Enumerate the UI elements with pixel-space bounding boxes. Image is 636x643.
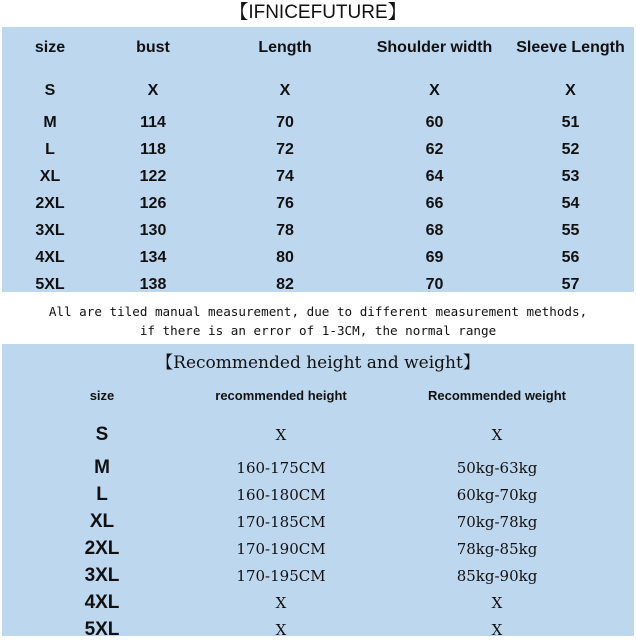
rec-header-size: size xyxy=(89,387,115,403)
rec-cell-size: L xyxy=(96,483,108,505)
cell-bust: 118 xyxy=(140,140,166,158)
rec-cell-height: X xyxy=(275,620,287,639)
cell-size: 4XL xyxy=(35,248,65,266)
table-row xyxy=(2,589,634,616)
rec-cell-weight: 85kg-90kg xyxy=(456,566,538,585)
cell-bust: 130 xyxy=(139,221,167,239)
header-shoulder-width: Shoulder width xyxy=(376,39,493,56)
cell-bust: 126 xyxy=(139,194,167,212)
rec-cell-height: 160-175CM xyxy=(236,458,326,477)
rec-cell-height: 160-180CM xyxy=(236,485,326,504)
cell-bust: 138 xyxy=(139,275,167,293)
cell-bust: 114 xyxy=(140,113,166,131)
cell-length: 76 xyxy=(276,194,294,212)
cell-shoulder-width: 62 xyxy=(425,140,444,158)
cell-length: 74 xyxy=(276,167,294,185)
rec-header-row xyxy=(2,380,634,410)
table-row xyxy=(2,410,634,454)
rec-cell-weight: 50kg-63kg xyxy=(456,458,538,477)
cell-length: 72 xyxy=(276,140,294,158)
cell-bust: 134 xyxy=(139,248,167,266)
cell-size: L xyxy=(45,140,55,158)
table-row xyxy=(2,616,634,643)
table-row xyxy=(2,217,634,244)
note-line-2: if there is an error of 1-3CM, the normal range xyxy=(139,323,497,338)
rec-cell-height: 170-195CM xyxy=(236,566,326,585)
rec-cell-weight: X xyxy=(491,593,503,612)
table-row xyxy=(2,481,634,508)
rec-cell-size: 2XL xyxy=(84,537,120,559)
header-size: size xyxy=(34,39,66,56)
rec-cell-size: XL xyxy=(89,510,115,532)
rec-cell-weight: 78kg-85kg xyxy=(456,539,538,558)
rec-cell-height: 170-185CM xyxy=(236,512,326,531)
rec-cell-weight: 60kg-70kg xyxy=(456,485,538,504)
cell-sleeve-length: 54 xyxy=(561,194,580,212)
rec-cell-size: 3XL xyxy=(84,564,120,586)
table-row xyxy=(2,244,634,271)
rec-cell-height: X xyxy=(275,426,287,444)
recommendation-title: 【Recommended height and weight】 xyxy=(156,353,480,373)
cell-size: 2XL xyxy=(35,194,65,212)
cell-sleeve-length: 57 xyxy=(561,275,580,293)
size-measurement-table xyxy=(2,27,634,298)
cell-length: 80 xyxy=(276,248,294,266)
cell-sleeve-length: 53 xyxy=(561,167,580,185)
table-row xyxy=(2,163,634,190)
rec-cell-height: 170-190CM xyxy=(236,539,326,558)
cell-shoulder-width: 60 xyxy=(425,113,444,131)
brand-title: 【IFNICEFUTURE】 xyxy=(0,0,636,26)
rec-cell-size: 5XL xyxy=(84,618,120,640)
cell-length: 78 xyxy=(276,221,294,239)
note-line-1: All are tiled manual measurement, due to different measurement methods, xyxy=(48,304,588,319)
cell-size: 5XL xyxy=(35,275,65,293)
cell-shoulder-width: X xyxy=(429,82,440,99)
rec-cell-size: M xyxy=(94,456,110,478)
cell-bust: X xyxy=(147,82,159,99)
header-length: Length xyxy=(258,39,312,56)
table-row xyxy=(2,190,634,217)
rec-cell-weight: X xyxy=(491,426,503,444)
cell-shoulder-width: 69 xyxy=(425,248,444,266)
rec-cell-weight: 70kg-78kg xyxy=(456,512,538,531)
cell-size: S xyxy=(44,82,56,99)
cell-size: M xyxy=(43,113,57,131)
cell-sleeve-length: X xyxy=(565,82,576,99)
table-row xyxy=(2,109,634,136)
size-table-header-row xyxy=(2,27,634,69)
header-sleeve-length: Sleeve Length xyxy=(516,39,625,56)
table-row xyxy=(2,454,634,481)
rec-cell-weight: X xyxy=(491,620,503,639)
rec-cell-height: X xyxy=(275,593,287,612)
table-row xyxy=(2,508,634,535)
cell-size: 3XL xyxy=(35,221,65,239)
cell-bust: 122 xyxy=(139,167,167,185)
cell-shoulder-width: 70 xyxy=(425,275,444,293)
cell-sleeve-length: 56 xyxy=(561,248,580,266)
cell-shoulder-width: 64 xyxy=(425,167,444,185)
rec-header-height: recommended height xyxy=(215,387,347,403)
cell-size: XL xyxy=(39,167,61,185)
table-row xyxy=(2,136,634,163)
cell-length: 82 xyxy=(276,275,294,293)
cell-length: X xyxy=(279,82,291,99)
header-bust: bust xyxy=(136,39,170,56)
table-row xyxy=(2,562,634,589)
table-row xyxy=(2,69,634,109)
rec-cell-size: S xyxy=(95,424,109,445)
rec-cell-size: 4XL xyxy=(84,591,120,613)
measurement-note xyxy=(0,292,636,344)
cell-sleeve-length: 52 xyxy=(561,140,580,158)
cell-sleeve-length: 51 xyxy=(561,113,580,131)
cell-sleeve-length: 55 xyxy=(561,221,580,239)
cell-shoulder-width: 68 xyxy=(425,221,444,239)
recommendation-section xyxy=(2,344,634,640)
rec-header-weight: Recommended weight xyxy=(428,387,566,403)
recommendation-table xyxy=(2,380,634,643)
table-row xyxy=(2,535,634,562)
cell-shoulder-width: 66 xyxy=(425,194,444,212)
cell-length: 70 xyxy=(276,113,294,131)
